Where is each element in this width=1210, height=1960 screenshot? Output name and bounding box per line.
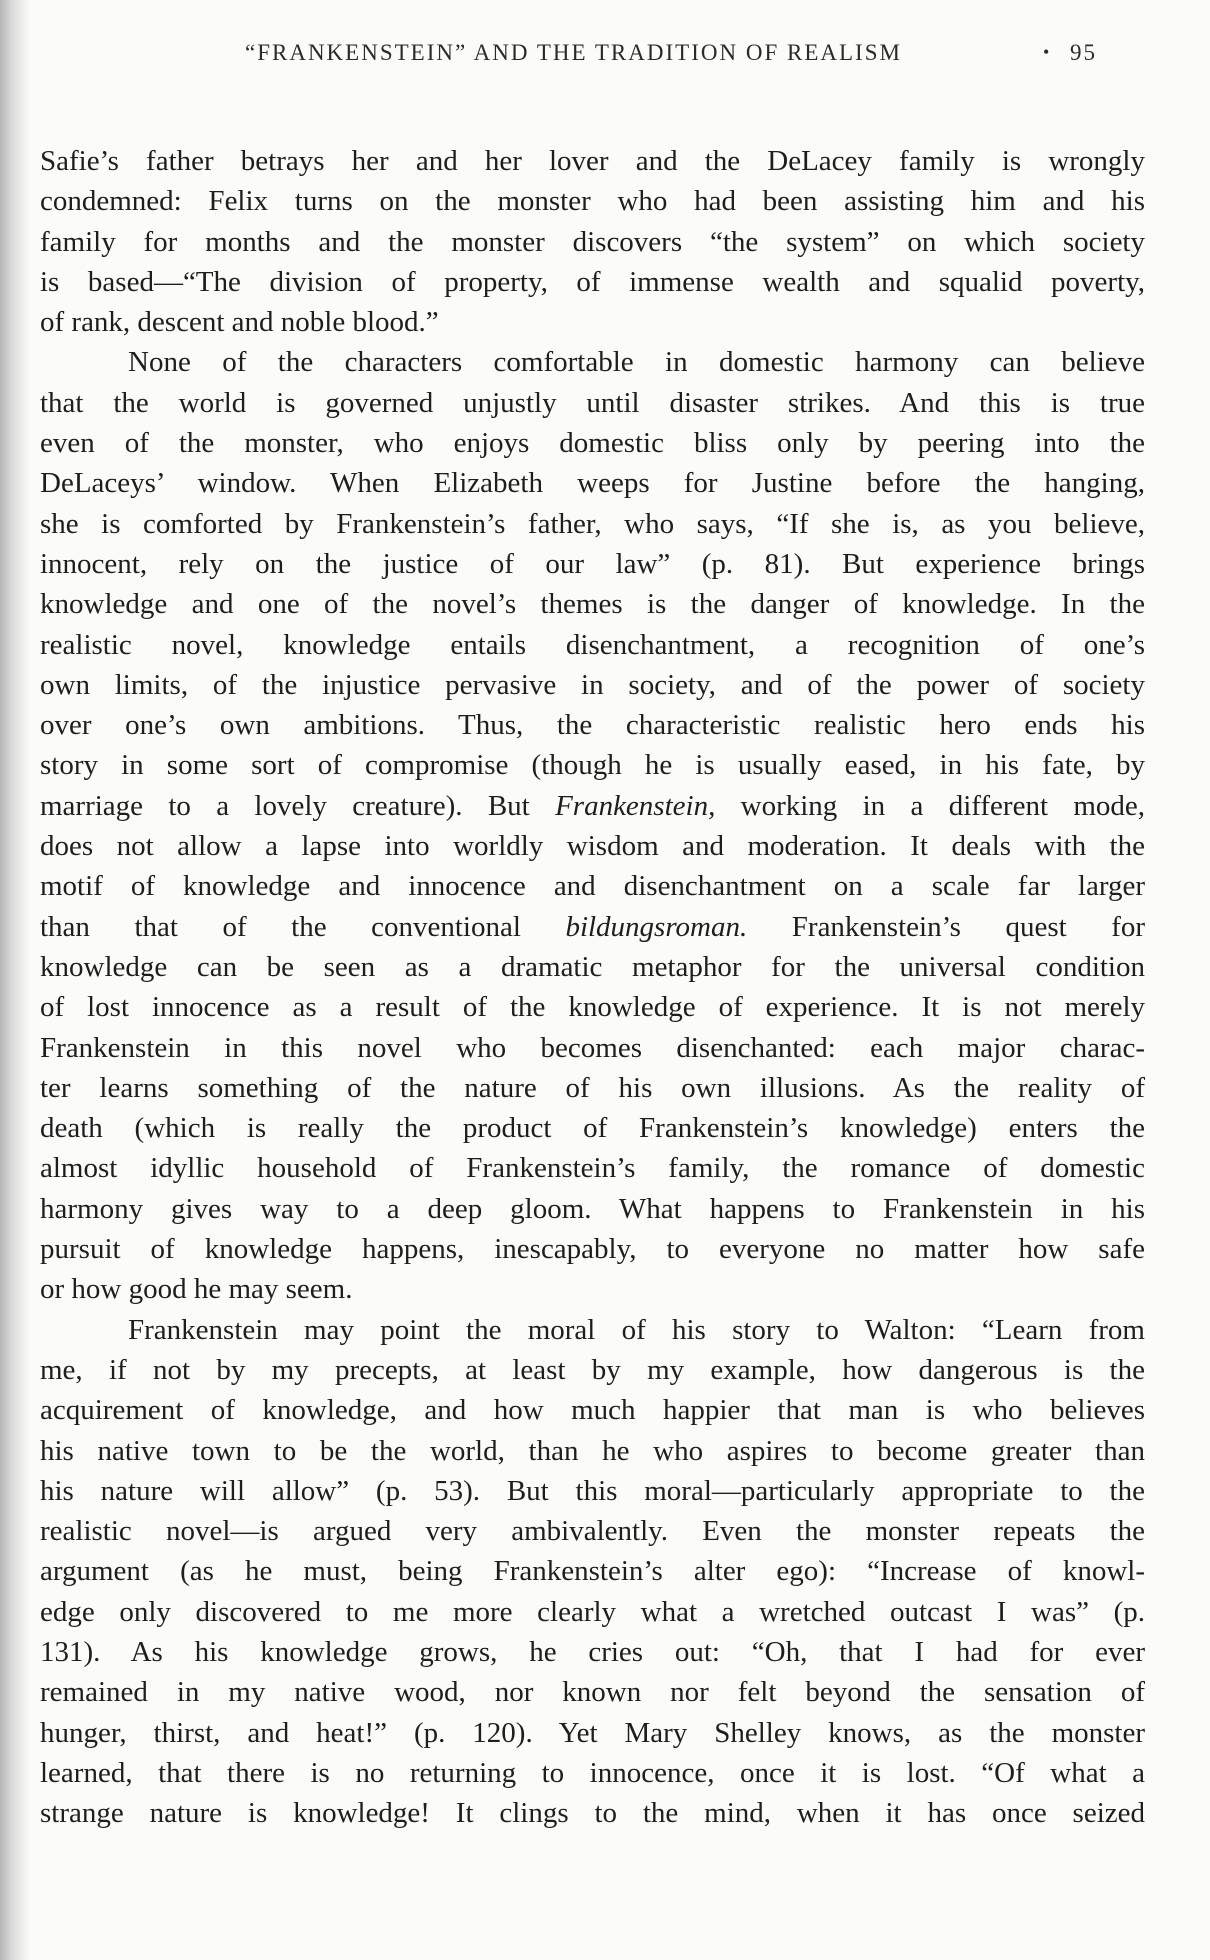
text-line: ter learns something of the nature of his own illusions. As the reality of <box>40 1071 1145 1104</box>
book-page <box>40 40 1145 1830</box>
text-line: motif of knowledge and innocence and disenchantment on a scale far larger <box>40 870 1145 903</box>
text-line: None of the characters comfortable in domestic harmony can believe <box>128 346 1145 379</box>
text-line: learned, that there is no returning to innocence, once it is lost. “Of what a <box>40 1756 1145 1789</box>
text-line: even of the monster, who enjoys domestic bliss only by peering into the <box>40 427 1145 460</box>
text-line: she is comforted by Frankenstein’s father, who says, “If she is, as you believe, <box>40 507 1145 540</box>
text-line: Frankenstein in this novel who becomes disenchanted: each major charac- <box>40 1031 1145 1064</box>
text-line: strange nature is knowledge! It clings to the mind, when it has once seized <box>40 1797 1145 1830</box>
text-line: that the world is governed unjustly until disaster strikes. And this is true <box>40 386 1145 419</box>
text-line: argument (as he must, being Frankenstein’s alter ego): “Increase of knowl- <box>40 1555 1145 1588</box>
text-line: than that of the conventional bildungsroman. Frankenstein’s quest for <box>40 910 1145 943</box>
text-line: acquirement of knowledge, and how much happier that man is who believes <box>40 1394 1145 1427</box>
page-number: 95 <box>1070 40 1097 65</box>
text-line: knowledge and one of the novel’s themes is the danger of knowledge. In the <box>40 588 1145 621</box>
text-line: condemned: Felix turns on the monster who had been assisting him and his <box>40 185 1145 218</box>
text-line: DeLaceys’ window. When Elizabeth weeps for Justine before the hanging, <box>40 467 1145 500</box>
text-line: family for months and the monster discovers “the system” on which society <box>40 225 1145 258</box>
binding-gutter-shadow <box>0 0 30 1960</box>
running-title: “FRANKENSTEIN” AND THE TRADITION OF REALISM <box>245 40 902 65</box>
text-line: me, if not by my precepts, at least by my example, how dangerous is the <box>40 1353 1145 1386</box>
text-line: almost idyllic household of Frankenstein’s family, the romance of domestic <box>40 1152 1145 1185</box>
text-line: innocent, rely on the justice of our law” (p. 81). But experience brings <box>40 547 1145 580</box>
text-line: of lost innocence as a result of the knowledge of experience. It is not merely <box>40 991 1145 1024</box>
text-line: over one’s own ambitions. Thus, the characteristic realistic hero ends his <box>40 709 1145 742</box>
text-line: pursuit of knowledge happens, inescapably, to everyone no matter how safe <box>40 1233 1145 1266</box>
text-line: is based—“The division of property, of immense wealth and squalid poverty, <box>40 265 1145 298</box>
text-line: his native town to be the world, than he who aspires to become greater than <box>40 1434 1145 1467</box>
text-line: of rank, descent and noble blood.” <box>40 306 439 339</box>
text-line: Safie’s father betrays her and her lover and the DeLacey family is wrongly <box>40 145 1145 177</box>
text-line: marriage to a lovely creature). But Frankenstein, working in a different mode, <box>40 789 1145 822</box>
text-line: own limits, of the injustice pervasive in society, and of the power of society <box>40 668 1145 701</box>
text-line: edge only discovered to me more clearly what a wretched outcast I was” (p. <box>40 1595 1145 1628</box>
body-text <box>40 141 1145 1833</box>
text-line: hunger, thirst, and heat!” (p. 120). Yet Mary Shelley knows, as the monster <box>40 1716 1145 1749</box>
text-line: death (which is really the product of Frankenstein’s knowledge) enters the <box>40 1112 1145 1145</box>
text-line: 131). As his knowledge grows, he cries out: “Oh, that I had for ever <box>40 1635 1145 1668</box>
text-line: his nature will allow” (p. 53). But this moral—particularly appropriate to the <box>40 1474 1145 1507</box>
text-line: does not allow a lapse into worldly wisdom and moderation. It deals with the <box>40 830 1145 863</box>
text-line: Frankenstein may point the moral of his story to Walton: “Learn from <box>128 1313 1145 1346</box>
text-line: realistic novel—is argued very ambivalently. Even the monster repeats the <box>40 1515 1145 1548</box>
text-line: story in some sort of compromise (though he is usually eased, in his fate, by <box>40 749 1145 782</box>
text-line: remained in my native wood, nor known nor felt beyond the sensation of <box>40 1676 1145 1709</box>
text-line: or how good he may seem. <box>40 1273 353 1306</box>
header-bullet: • <box>1043 42 1052 62</box>
text-line: realistic novel, knowledge entails disenchantment, a recognition of one’s <box>40 628 1145 661</box>
running-header <box>40 40 1145 80</box>
text-line: harmony gives way to a deep gloom. What happens to Frankenstein in his <box>40 1192 1145 1225</box>
text-line: knowledge can be seen as a dramatic metaphor for the universal condition <box>40 950 1145 983</box>
